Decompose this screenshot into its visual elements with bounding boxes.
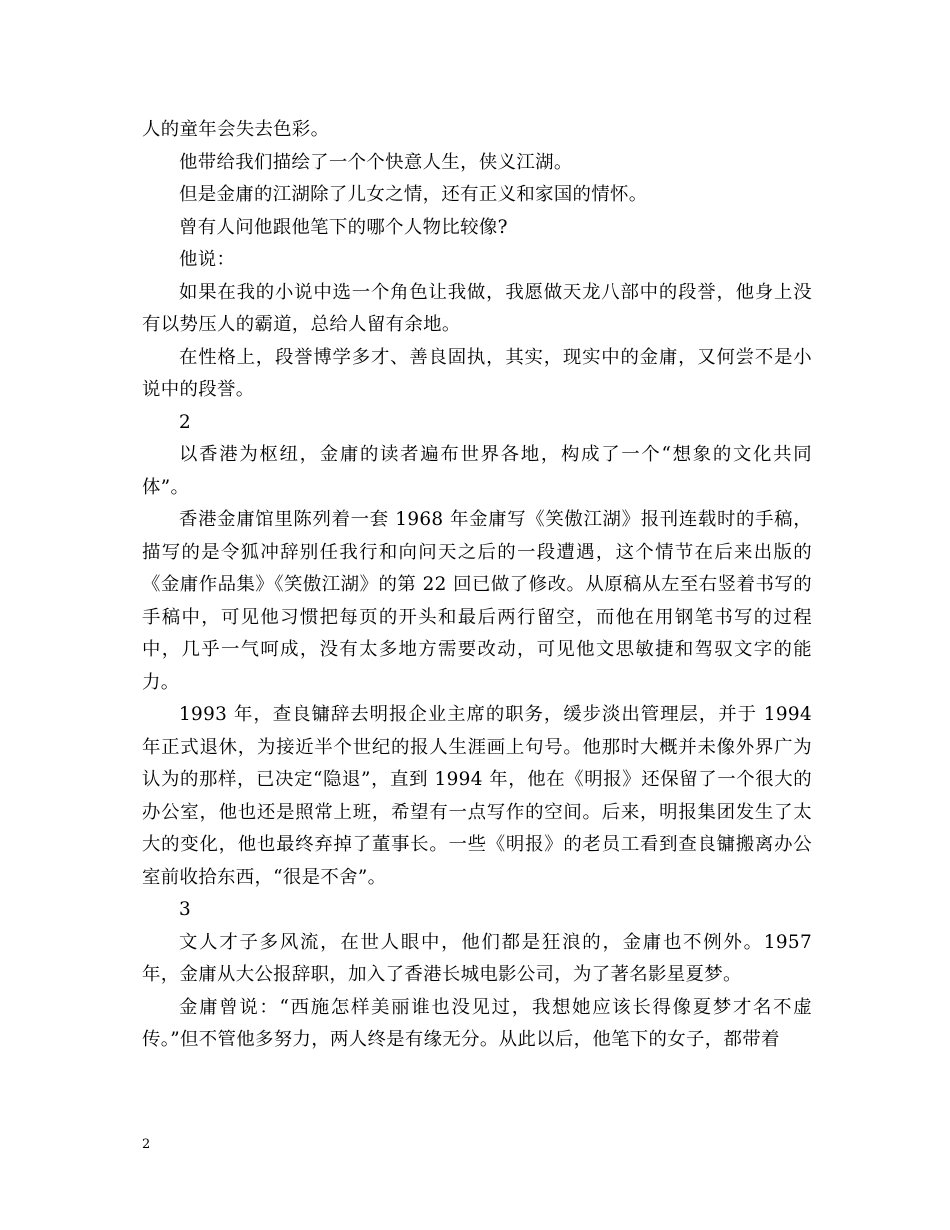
paragraph-continuation: 人的童年会失去色彩。 [142,119,330,140]
section-number: 2 [179,411,192,433]
paragraph: 他说： [179,249,236,270]
paragraph: 1993 年，查良镛辞去明报企业主席的职务，缓步淡出管理层，并于 1994 年正式退休，为接近半个世纪的报人生涯画上句号。他那时大概并未像外界广为认为的那样，已决定“隐退”，直到 1994 年，他在《明报》还保留了一个很大的办公室，他也还是照常上班，希望有一点写作的空间。后来，明报集团发生了太大的变化，他也最终弃掉了董事长。一些《明报》的老员工看到查良镛搬离办公室前收拾东西，“很是不舍”。 [142,704,812,888]
paragraph: 金庸曾说：“西施怎样美丽谁也没见过，我想她应该长得像夏梦才名不虚传。”但不管他多努力，两人终是有缘无分。从此以后，他笔下的女子，都带着 [142,996,812,1050]
body-text [142,114,812,1057]
paragraph: 文人才子多风流，在世人眼中，他们都是狂浪的，金庸也不例外。1957 年，金庸从大公报辞职，加入了香港长城电影公司，为了著名影星夏梦。 [142,931,812,985]
section-number: 3 [179,899,192,920]
page-number: 2 [142,1137,151,1152]
paragraph: 但是金庸的江湖除了儿女之情，还有正义和家国的情怀。 [179,184,648,205]
paragraph: 在性格上，段誉博学多才、善良固执，其实，现实中的金庸，又何尝不是小说中的段誉。 [142,346,812,400]
paragraph: 以香港为枢纽，金庸的读者遍布世界各地，构成了一个“想象的文化共同体”。 [142,444,812,498]
paragraph: 曾有人问他跟他笔下的哪个人物比较像? [179,216,508,238]
paragraph: 如果在我的小说中选一个角色让我做，我愿做天龙八部中的段誉，他身上没有以势压人的霸道，总给人留有余地。 [142,281,812,335]
paragraph: 香港金庸馆里陈列着一套 1968 年金庸写《笑傲江湖》报刊连载时的手稿，描写的是令狐冲辞别任我行和向问天之后的一段遭遇，这个情节在后来出版的《金庸作品集》《笑傲江湖》的第 22 回已做了修改。从原稿从左至右竖着书写的手稿中，可见他习惯把每页的开头和最后两行留空，而他在用钢笔书写的过程中，几乎一气呵成，没有太多地方需要改动，可见他文思敏捷和驾驭文字的能力。 [142,509,812,693]
paragraph: 他带给我们描绘了一个个快意人生，侠义江湖。 [179,151,573,173]
